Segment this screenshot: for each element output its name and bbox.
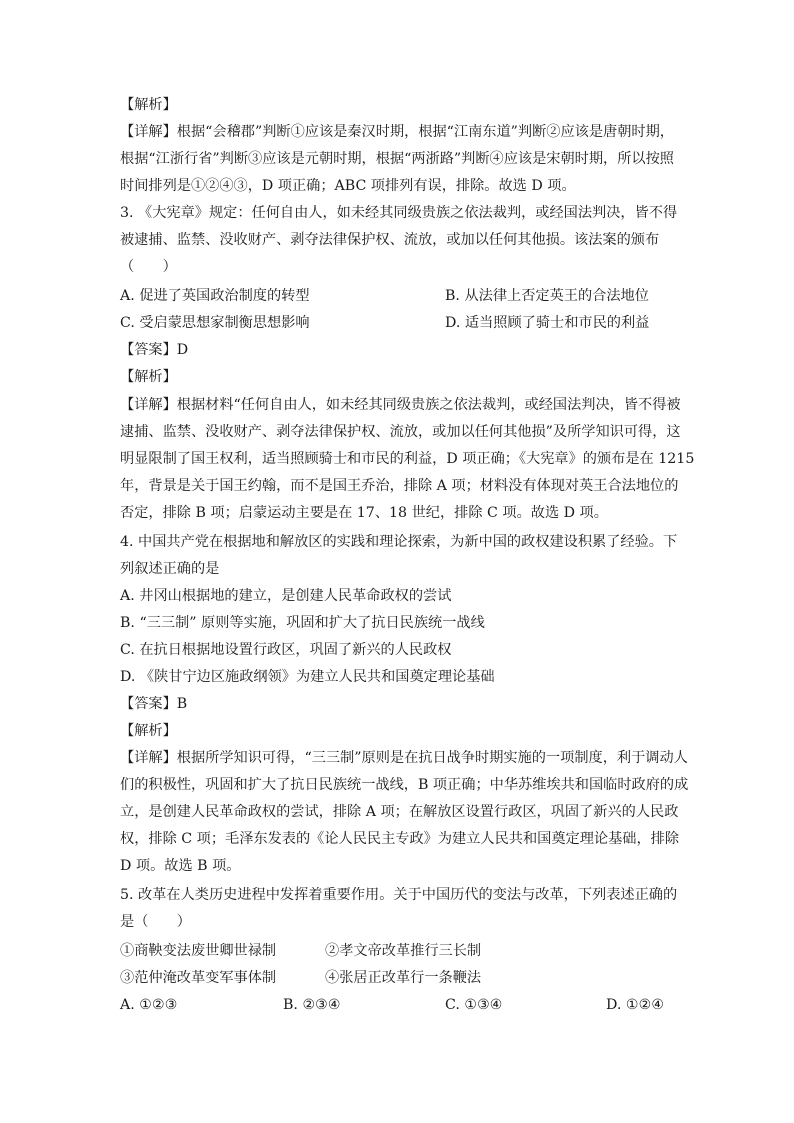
question-stem: 被逮捕、监禁、没收财产、剥夺法律保护权、流放，或加以任何其他损。该法案的颁布 <box>120 232 660 248</box>
option-b: B. 从法律上否定英王的合法地位 <box>445 288 649 304</box>
analysis-tag: 【解析】 <box>120 97 177 113</box>
detail-line: 逮捕、监禁、没收财产、剥夺法律保护权、流放，或加以任何其他损”及所学知识可得，这 <box>120 424 681 440</box>
analysis-tag: 【解析】 <box>120 369 177 385</box>
option-c: C. 受启蒙思想家制衡思想影响 <box>120 315 310 331</box>
statement-1: ①商鞅变法废世卿世禄制 <box>120 943 277 959</box>
option-c: C. 在抗日根据地设置行政区，巩固了新兴的人民政权 <box>120 642 452 658</box>
statement-2: ②孝文帝改革推行三长制 <box>325 943 482 959</box>
detail-line: 立，是创建人民革命政权的尝试，排除 A 项；在解放区设置行政区，巩固了新兴的人民政 <box>120 804 679 820</box>
answer: 【答案】D <box>120 342 189 358</box>
option-a: A. 井冈山根据地的建立，是创建人民革命政权的尝试 <box>120 588 452 604</box>
option-a: A. 促进了英国政治制度的转型 <box>120 288 310 304</box>
question-stem: （ ） <box>120 259 177 275</box>
detail-line: D 项。故选 B 项。 <box>120 858 241 874</box>
detail-line: 时间排列是①②④③，D 项正确；ABC 项排列有误，排除。故选 D 项。 <box>120 178 576 194</box>
detail-line: 【详解】根据所学知识可得，“三三制”原则是在抗日战争时期实施的一项制度，利于调动人 <box>120 750 688 766</box>
option-d: D. 适当照顾了骑士和市民的利益 <box>445 315 650 331</box>
detail-line: 明显限制了国王权利，适当照顾骑士和市民的利益，D 项正确；《大宪章》的颁布是在 1215 <box>120 451 695 467</box>
detail-line: 年，背景是关于国王约翰，而不是国王乔治，排除 A 项；材料没有体现对英王合法地位的 <box>120 478 679 494</box>
detail-line: 【详解】根据“会稽郡”判断①应该是秦汉时期，根据“江南东道”判断②应该是唐朝时期， <box>120 124 674 140</box>
question-stem: 列叙述正确的是 <box>120 561 220 577</box>
option-d: D. ①②④ <box>606 997 665 1013</box>
option-d: D. 《陕甘宁边区施政纲领》为建立人民共和国奠定理论基础 <box>120 669 495 685</box>
question-stem: 是（ ） <box>120 914 191 930</box>
analysis-tag: 【解析】 <box>120 723 177 739</box>
option-b: B. ②③④ <box>283 997 341 1013</box>
answer: 【答案】B <box>120 696 188 712</box>
detail-line: 权，排除 C 项；毛泽东发表的《论人民民主专政》为建立人民共和国奠定理论基础，排除 <box>120 831 680 847</box>
question-stem: 3. 《大宪章》规定：任何自由人，如未经其同级贵族之依法裁判，或经国法判决，皆不得 <box>120 205 678 221</box>
statement-4: ④张居正改革行一条鞭法 <box>325 970 482 986</box>
statement-3: ③范仲淹改革变军事体制 <box>120 970 277 986</box>
option-b: B. “三三制” 原则等实施，巩固和扩大了抗日民族统一战线 <box>120 615 485 631</box>
detail-line: 根据“江浙行省”判断③应该是元朝时期，根据“两浙路”判断④应该是宋朝时期，所以按照 <box>120 151 674 167</box>
detail-line: 【详解】根据材料“任何自由人，如未经其同级贵族之依法裁判，或经国法判决，皆不得被 <box>120 397 681 413</box>
question-stem: 4. 中国共产党在根据地和解放区的实践和理论探索，为新中国的政权建设积累了经验。下 <box>120 534 678 550</box>
option-c: C. ①③④ <box>445 997 503 1013</box>
detail-line: 否定，排除 B 项；启蒙运动主要是在 17、18 世纪，排除 C 项。故选 D 项。 <box>120 505 608 521</box>
option-a: A. ①②③ <box>120 997 178 1013</box>
detail-line: 们的积极性，巩固和扩大了抗日民族统一战线，B 项正确；中华苏维埃共和国临时政府的成 <box>120 777 689 793</box>
question-stem: 5. 改革在人类历史进程中发挥着重要作用。关于中国历代的变法与改革，下列表述正确的 <box>120 887 678 903</box>
